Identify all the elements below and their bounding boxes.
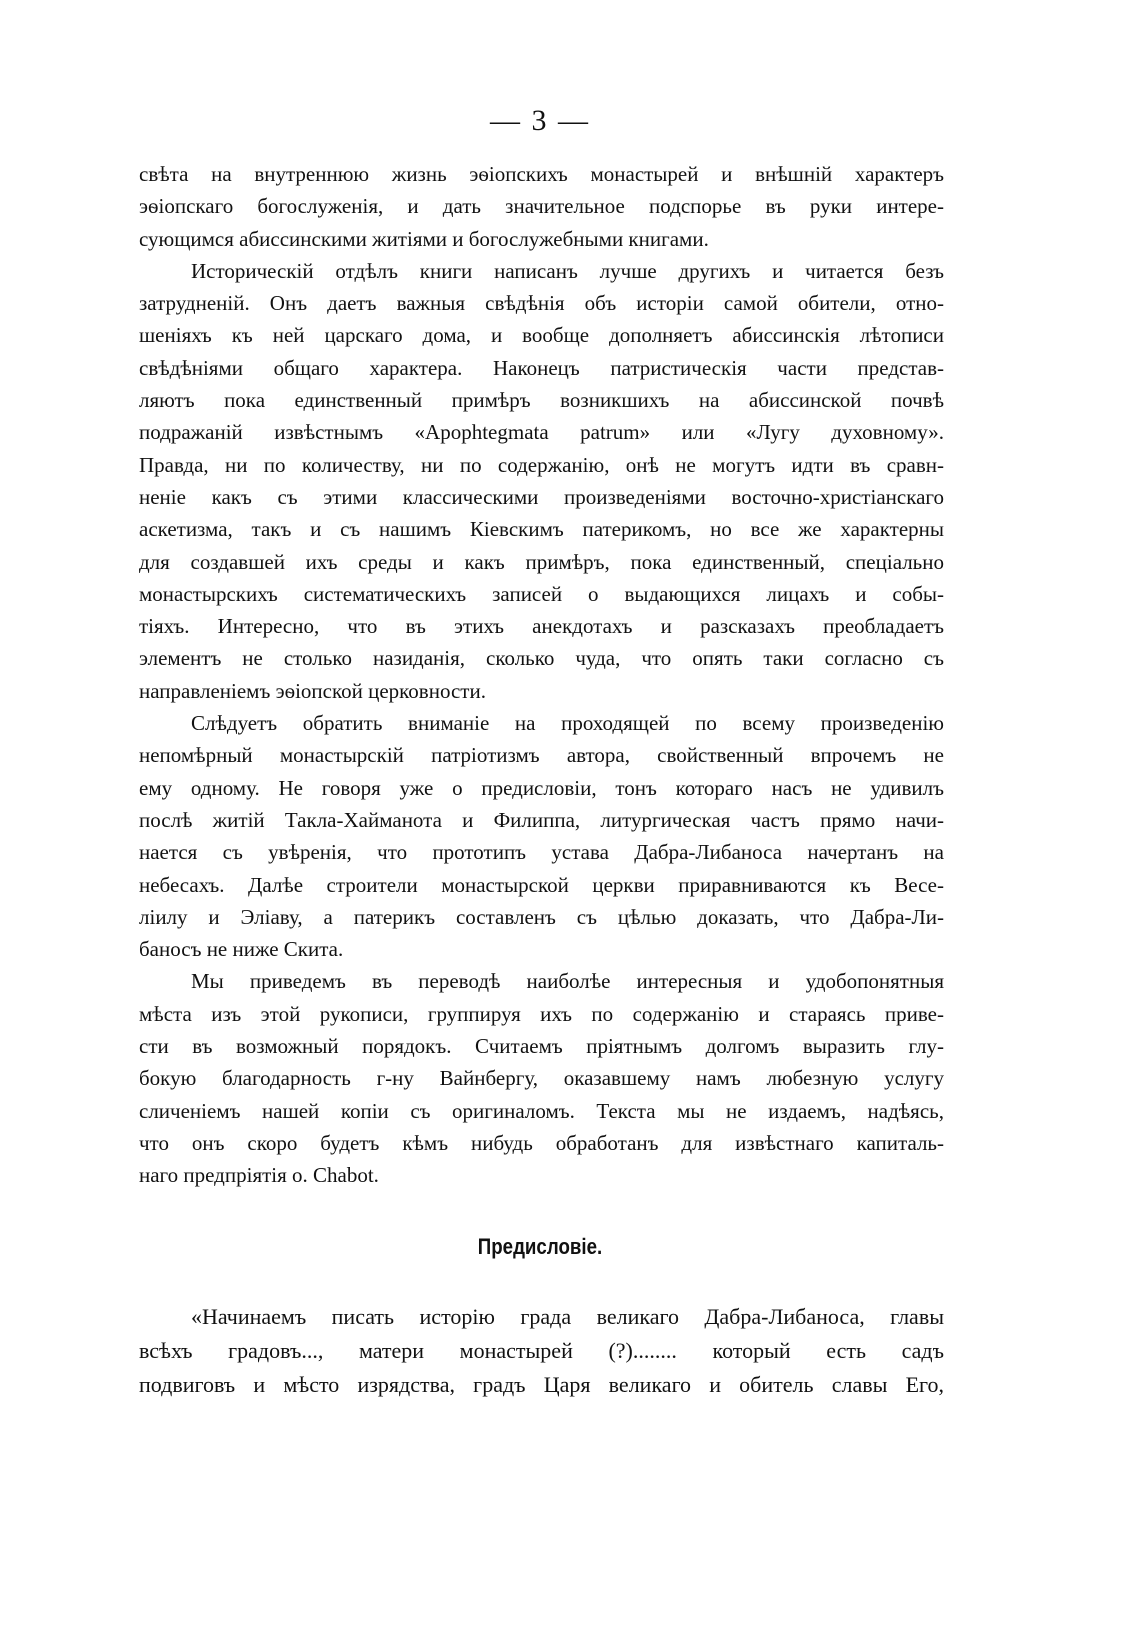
page-number: — 3 — [490,104,590,137]
text-line: всѣхъ градовъ..., матери монастырей (?)........ который есть садъ [139,1338,944,1363]
text-line: нается съ увѣренія, что прототипъ устава Дабра-Либаноса начертанъ на [139,840,944,865]
text-line: направленіемъ эѳіопской церковности. [139,678,486,703]
text-line: мѣста изъ этой рукописи, группируя ихъ по содержанію и стараясь приве- [139,1001,944,1026]
text-line: Историческій отдѣлъ книги написанъ лучше другихъ и читается безъ [191,258,944,283]
preface-text [139,1300,944,1402]
text-line: неніе какъ съ этими классическими произведеніями восточно-христіанскаго [139,484,944,509]
text-line: Мы приведемъ въ переводѣ наиболѣе интересныя и удобопонятныя [191,969,944,994]
text-line: шеніяхъ къ ней царскаго дома, и вообще дополняетъ абиссинскія лѣтописи [139,323,944,348]
text-line: ему одному. Не говоря уже о предисловіи, тонъ котораго насъ не удивилъ [139,775,944,800]
text-line: бокую благодарность г-ну Вайнбергу, оказавшему намъ любезную услугу [139,1066,944,1091]
text-line: сти въ возможный порядокъ. Считаемъ пріятнымъ долгомъ выразить глу- [139,1034,944,1059]
main-text [139,158,944,1192]
section-heading: Предисловіе. [477,1234,603,1259]
text-line: послѣ житій Такла-Хайманота и Филиппа, литургическая частъ прямо начи- [139,807,944,832]
text-line: подвиговъ и мѣсто изрядства, градъ Царя великаго и обитель славы Его, [139,1372,944,1397]
text-line: наго предпріятія о. Chabot. [139,1163,379,1188]
text-line: сличеніемъ нашей копіи съ оригиналомъ. Текста мы не издаемъ, надѣясь, [139,1098,944,1123]
text-line: что онъ скоро будетъ кѣмъ нибудь обработанъ для извѣстнаго капиталь- [139,1130,944,1155]
text-line: ляютъ пока единственный примѣръ возникшихъ на абиссинской почвѣ [139,388,944,413]
text-line: элементъ не столько назиданія, сколько чуда, что опять таки согласно съ [139,646,944,671]
text-line: ліилу и Эліаву, а патерикъ составленъ съ цѣлью доказать, что Дабра-Ли- [139,904,944,929]
text-line: «Начинаемъ писать исторію града великаго Дабра-Либаноса, главы [191,1304,944,1329]
text-line: Слѣдуетъ обратить вниманіе на проходящей по всему произведенію [191,711,944,736]
text-line: эѳіопскаго богослуженія, и дать значительное подспорье въ руки интере- [139,194,944,219]
text-line: баносъ не ниже Скита. [139,937,344,962]
text-line: аскетизма, такъ и съ нашимъ Кіевскимъ патерикомъ, но все же характерны [139,517,944,542]
text-line: небесахъ. Далѣе строители монастырской церкви приравниваются къ Весе- [139,872,944,897]
text-line: Правда, ни по количеству, ни по содержанію, онѣ не могутъ идти въ сравн- [139,452,944,477]
text-line: монастырскихъ систематическихъ записей о выдающихся лицахъ и собы- [139,581,944,606]
text-line: непомѣрный монастырскій патріотизмъ автора, свойственный впрочемъ не [139,743,944,768]
text-line: тіяхъ. Интересно, что въ этихъ анекдотахъ и разсказахъ преобладаетъ [139,614,944,639]
text-line: сующимся абиссинскими житіями и богослужебными книгами. [139,226,709,251]
text-line: свѣдѣніями общаго характера. Наконецъ патристическія части представ- [139,355,944,380]
text-line: затрудненій. Онъ даетъ важныя свѣдѣнія объ исторіи самой обители, отно- [139,291,944,316]
text-line: для создавшей ихъ среды и какъ примѣръ, пока единственный, спеціально [139,549,944,574]
text-line: свѣта на внутреннюю жизнь эѳіопскихъ монастырей и внѣшній характеръ [139,162,944,186]
text-line: подражаній извѣстнымъ «Apophtegmata patrum» или «Лугу духовному». [139,420,944,445]
